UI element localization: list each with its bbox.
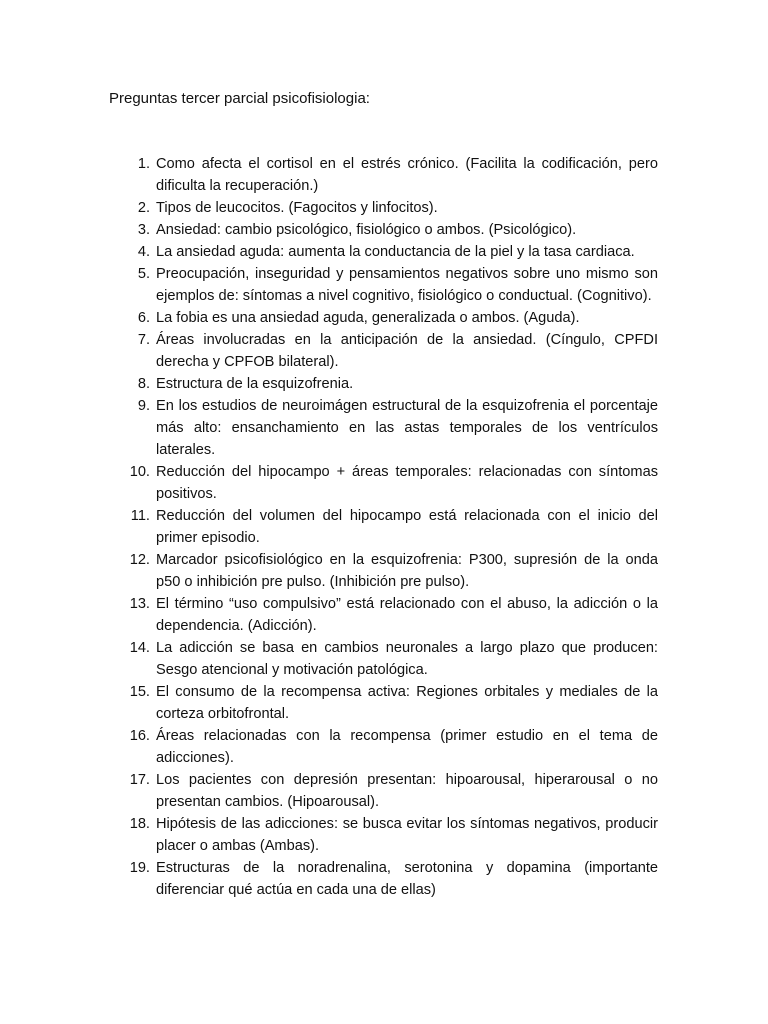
question-item bbox=[109, 681, 658, 725]
question-number: 13. bbox=[129, 596, 150, 612]
question-number: 15. bbox=[129, 684, 150, 700]
question-text: Tipos de leucocitos. (Fagocitos y linfocitos). bbox=[156, 200, 438, 216]
question-text: Como afecta el cortisol en el estrés crónico. (Facilita la codificación, pero dificulta la recuperación.) bbox=[156, 156, 658, 194]
question-number: 12. bbox=[129, 552, 150, 568]
question-item bbox=[109, 373, 658, 395]
question-item bbox=[109, 593, 658, 637]
question-item bbox=[109, 505, 658, 549]
question-item bbox=[109, 197, 658, 219]
question-text: La fobia es una ansiedad aguda, generalizada o ambos. (Aguda). bbox=[156, 310, 580, 326]
question-text: El término “uso compulsivo” está relacionado con el abuso, la adicción o la dependencia. (Adicción). bbox=[156, 596, 658, 634]
question-text: Estructura de la esquizofrenia. bbox=[156, 376, 354, 392]
question-number: 7. bbox=[137, 332, 150, 348]
question-number: 16. bbox=[129, 728, 150, 744]
question-number: 3. bbox=[137, 222, 150, 238]
question-item bbox=[109, 461, 658, 505]
question-item bbox=[109, 241, 658, 263]
question-number: 11. bbox=[130, 508, 150, 524]
question-number: 18. bbox=[129, 816, 150, 832]
question-number: 17. bbox=[129, 772, 150, 788]
question-item bbox=[109, 263, 658, 307]
question-number: 1. bbox=[137, 156, 150, 172]
question-number: 6. bbox=[137, 310, 150, 326]
question-number: 8. bbox=[137, 376, 150, 392]
question-text: Estructuras de la noradrenalina, serotonina y dopamina (importante diferenciar qué actúa en cada una de ellas) bbox=[156, 860, 658, 898]
question-text: Los pacientes con depresión presentan: hipoarousal, hiperarousal o no presentan cambios. (Hipoarousal). bbox=[156, 772, 658, 810]
question-list bbox=[109, 153, 658, 901]
question-item bbox=[109, 219, 658, 241]
question-text: La adicción se basa en cambios neuronales a largo plazo que producen: Sesgo atencional y motivación patológica. bbox=[156, 640, 658, 678]
question-item bbox=[109, 857, 658, 901]
question-item bbox=[109, 329, 658, 373]
question-text: Áreas involucradas en la anticipación de la ansiedad. (Cíngulo, CPFDI derecha y CPFOB bilateral). bbox=[156, 332, 658, 370]
question-number: 19. bbox=[129, 860, 150, 876]
question-item bbox=[109, 637, 658, 681]
question-item bbox=[109, 307, 658, 329]
question-item bbox=[109, 769, 658, 813]
question-item bbox=[109, 395, 658, 461]
question-number: 4. bbox=[137, 244, 150, 260]
question-number: 14. bbox=[129, 640, 150, 656]
question-text: La ansiedad aguda: aumenta la conductancia de la piel y la tasa cardiaca. bbox=[156, 244, 635, 260]
question-item bbox=[109, 549, 658, 593]
question-text: El consumo de la recompensa activa: Regiones orbitales y mediales de la corteza orbitofrontal. bbox=[156, 684, 658, 722]
question-text: Preocupación, inseguridad y pensamientos negativos sobre uno mismo son ejemplos de: síntomas a nivel cognitivo, fisiológico o conductual. (Cognitivo). bbox=[156, 266, 658, 304]
question-item bbox=[109, 153, 658, 197]
question-number: 5. bbox=[137, 266, 150, 282]
question-text: Marcador psicofisiológico en la esquizofrenia: P300, supresión de la onda p50 o inhibición pre pulso. (Inhibición pre pulso). bbox=[156, 552, 658, 590]
question-text: Hipótesis de las adicciones: se busca evitar los síntomas negativos, producir placer o ambas (Ambas). bbox=[156, 816, 658, 854]
document-title: Preguntas tercer parcial psicofisiologia: bbox=[109, 90, 370, 107]
question-text: Áreas relacionadas con la recompensa (primer estudio en el tema de adicciones). bbox=[156, 728, 658, 766]
question-text: Reducción del volumen del hipocampo está relacionada con el inicio del primer episodio. bbox=[156, 508, 658, 546]
question-text: En los estudios de neuroimágen estructural de la esquizofrenia el porcentaje más alto: ensanchamiento en las astas temporales de los ventrículos laterales. bbox=[156, 398, 658, 458]
question-item bbox=[109, 813, 658, 857]
question-number: 2. bbox=[137, 200, 150, 216]
question-text: Ansiedad: cambio psicológico, fisiológico o ambos. (Psicológico). bbox=[156, 222, 577, 238]
question-item bbox=[109, 725, 658, 769]
question-text: Reducción del hipocampo + áreas temporales: relacionadas con síntomas positivos. bbox=[156, 464, 658, 502]
question-number: 9. bbox=[137, 398, 150, 414]
question-number: 10. bbox=[129, 464, 150, 480]
